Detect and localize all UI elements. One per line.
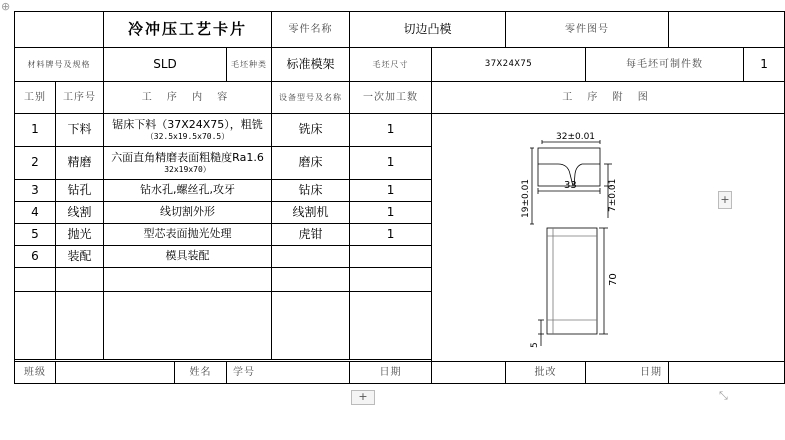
table-resize-handle-icon[interactable]: ⤡ — [719, 389, 728, 402]
drawing-no-value[interactable] — [669, 12, 785, 48]
col-qty: 一次加工数 — [350, 82, 432, 114]
proc-cell[interactable] — [56, 268, 104, 292]
qty-cell[interactable]: 1 — [350, 114, 432, 147]
dim-left: 19±0.01 — [521, 178, 531, 218]
per-blank-label: 每毛坯可制件数 — [586, 48, 744, 82]
qty-cell[interactable] — [350, 246, 432, 268]
dim-right: 7±0.01 — [608, 178, 618, 212]
add-column-button[interactable]: + — [718, 191, 732, 209]
part-name-label: 零件名称 — [272, 12, 350, 48]
blank-size-label: 毛坯尺寸 — [350, 48, 432, 82]
table-move-handle-icon[interactable]: ⊕ — [1, 0, 11, 13]
qty-cell[interactable] — [350, 268, 432, 292]
equipment-cell[interactable]: 磨床 — [272, 147, 350, 180]
content-cell[interactable]: 钻水孔,螺丝孔,攻牙 — [104, 180, 272, 202]
date-value[interactable] — [432, 362, 506, 384]
equipment-cell[interactable] — [272, 268, 350, 292]
content-cell[interactable]: 线切割外形 — [104, 202, 272, 224]
date-label: 日期 — [350, 362, 432, 384]
equipment-cell[interactable]: 虎钳 — [272, 224, 350, 246]
step-cell[interactable] — [15, 268, 56, 292]
equipment-cell[interactable]: 铣床 — [272, 114, 350, 147]
qty-cell[interactable] — [350, 292, 432, 360]
step-cell[interactable]: 5 — [15, 224, 56, 246]
date2-label: 日期 — [586, 362, 669, 384]
step-cell[interactable]: 3 — [15, 180, 56, 202]
per-blank-value[interactable]: 1 — [744, 48, 785, 82]
proc-cell[interactable]: 装配 — [56, 246, 104, 268]
proc-cell[interactable]: 线割 — [56, 202, 104, 224]
content-text: 六面直角精磨表面粗糙度Ra1.6 — [111, 151, 264, 165]
col-figure: 工 序 附 图 — [432, 82, 785, 114]
dim-mid: 33 — [564, 180, 577, 191]
col-equipment: 设备型号及名称 — [272, 82, 350, 114]
dim-top: 32±0.01 — [556, 132, 596, 142]
material-grade-label: 材料牌号及规格 — [15, 48, 104, 82]
equipment-cell[interactable] — [272, 292, 350, 360]
content-cell[interactable] — [104, 292, 272, 360]
front-view-outline — [547, 228, 597, 334]
material-grade-value[interactable]: SLD — [104, 48, 227, 82]
equipment-cell[interactable]: 钻床 — [272, 180, 350, 202]
logo-cell — [15, 12, 104, 48]
equipment-cell[interactable] — [272, 246, 350, 268]
qty-cell[interactable]: 1 — [350, 224, 432, 246]
proc-cell[interactable]: 抛光 — [56, 224, 104, 246]
qty-cell[interactable]: 1 — [350, 202, 432, 224]
content-cell[interactable] — [104, 114, 272, 147]
date2-value[interactable] — [669, 362, 785, 384]
step-cell[interactable]: 1 — [15, 114, 56, 147]
step-cell[interactable]: 4 — [15, 202, 56, 224]
content-sub: （32.5x19.5x70.5） — [145, 131, 230, 141]
top-view-profile-right — [574, 164, 600, 186]
class-value[interactable] — [56, 362, 175, 384]
proc-cell[interactable]: 下料 — [56, 114, 104, 147]
blank-type-label: 毛坯种类 — [227, 48, 272, 82]
col-content: 工 序 内 容 — [104, 82, 272, 114]
student-no-label: 学号 — [227, 362, 350, 384]
step-cell[interactable]: 6 — [15, 246, 56, 268]
content-cell[interactable]: 型芯表面抛光处理 — [104, 224, 272, 246]
blank-type-value[interactable]: 标准模架 — [272, 48, 350, 82]
approve-label: 批改 — [506, 362, 586, 384]
dim-height: 70 — [608, 273, 619, 286]
step-cell[interactable]: 2 — [15, 147, 56, 180]
proc-cell[interactable]: 钻孔 — [56, 180, 104, 202]
step-cell[interactable] — [15, 292, 56, 360]
card-title: 冷冲压工艺卡片 — [104, 12, 272, 48]
class-label: 班级 — [15, 362, 56, 384]
content-sub: 32x19x70） — [164, 164, 211, 174]
col-proc-no: 工序号 — [56, 82, 104, 114]
part-name-value[interactable]: 切边凸模 — [350, 12, 506, 48]
qty-cell[interactable]: 1 — [350, 180, 432, 202]
proc-cell[interactable] — [56, 292, 104, 360]
content-cell[interactable] — [104, 268, 272, 292]
dim-bottom: 5 — [530, 342, 540, 348]
proc-cell[interactable]: 精磨 — [56, 147, 104, 180]
blank-size-value[interactable]: 37X24X75 — [432, 48, 586, 82]
col-step: 工别 — [15, 82, 56, 114]
equipment-cell[interactable]: 线割机 — [272, 202, 350, 224]
drawing-no-label: 零件图号 — [506, 12, 669, 48]
content-text: 锯床下料（37X24X75），粗铣 — [112, 118, 263, 132]
content-cell[interactable] — [104, 147, 272, 180]
content-cell[interactable]: 模具装配 — [104, 246, 272, 268]
add-row-button[interactable]: + — [351, 390, 375, 405]
process-drawing — [430, 114, 714, 359]
qty-cell[interactable]: 1 — [350, 147, 432, 180]
name-label: 姓名 — [175, 362, 227, 384]
